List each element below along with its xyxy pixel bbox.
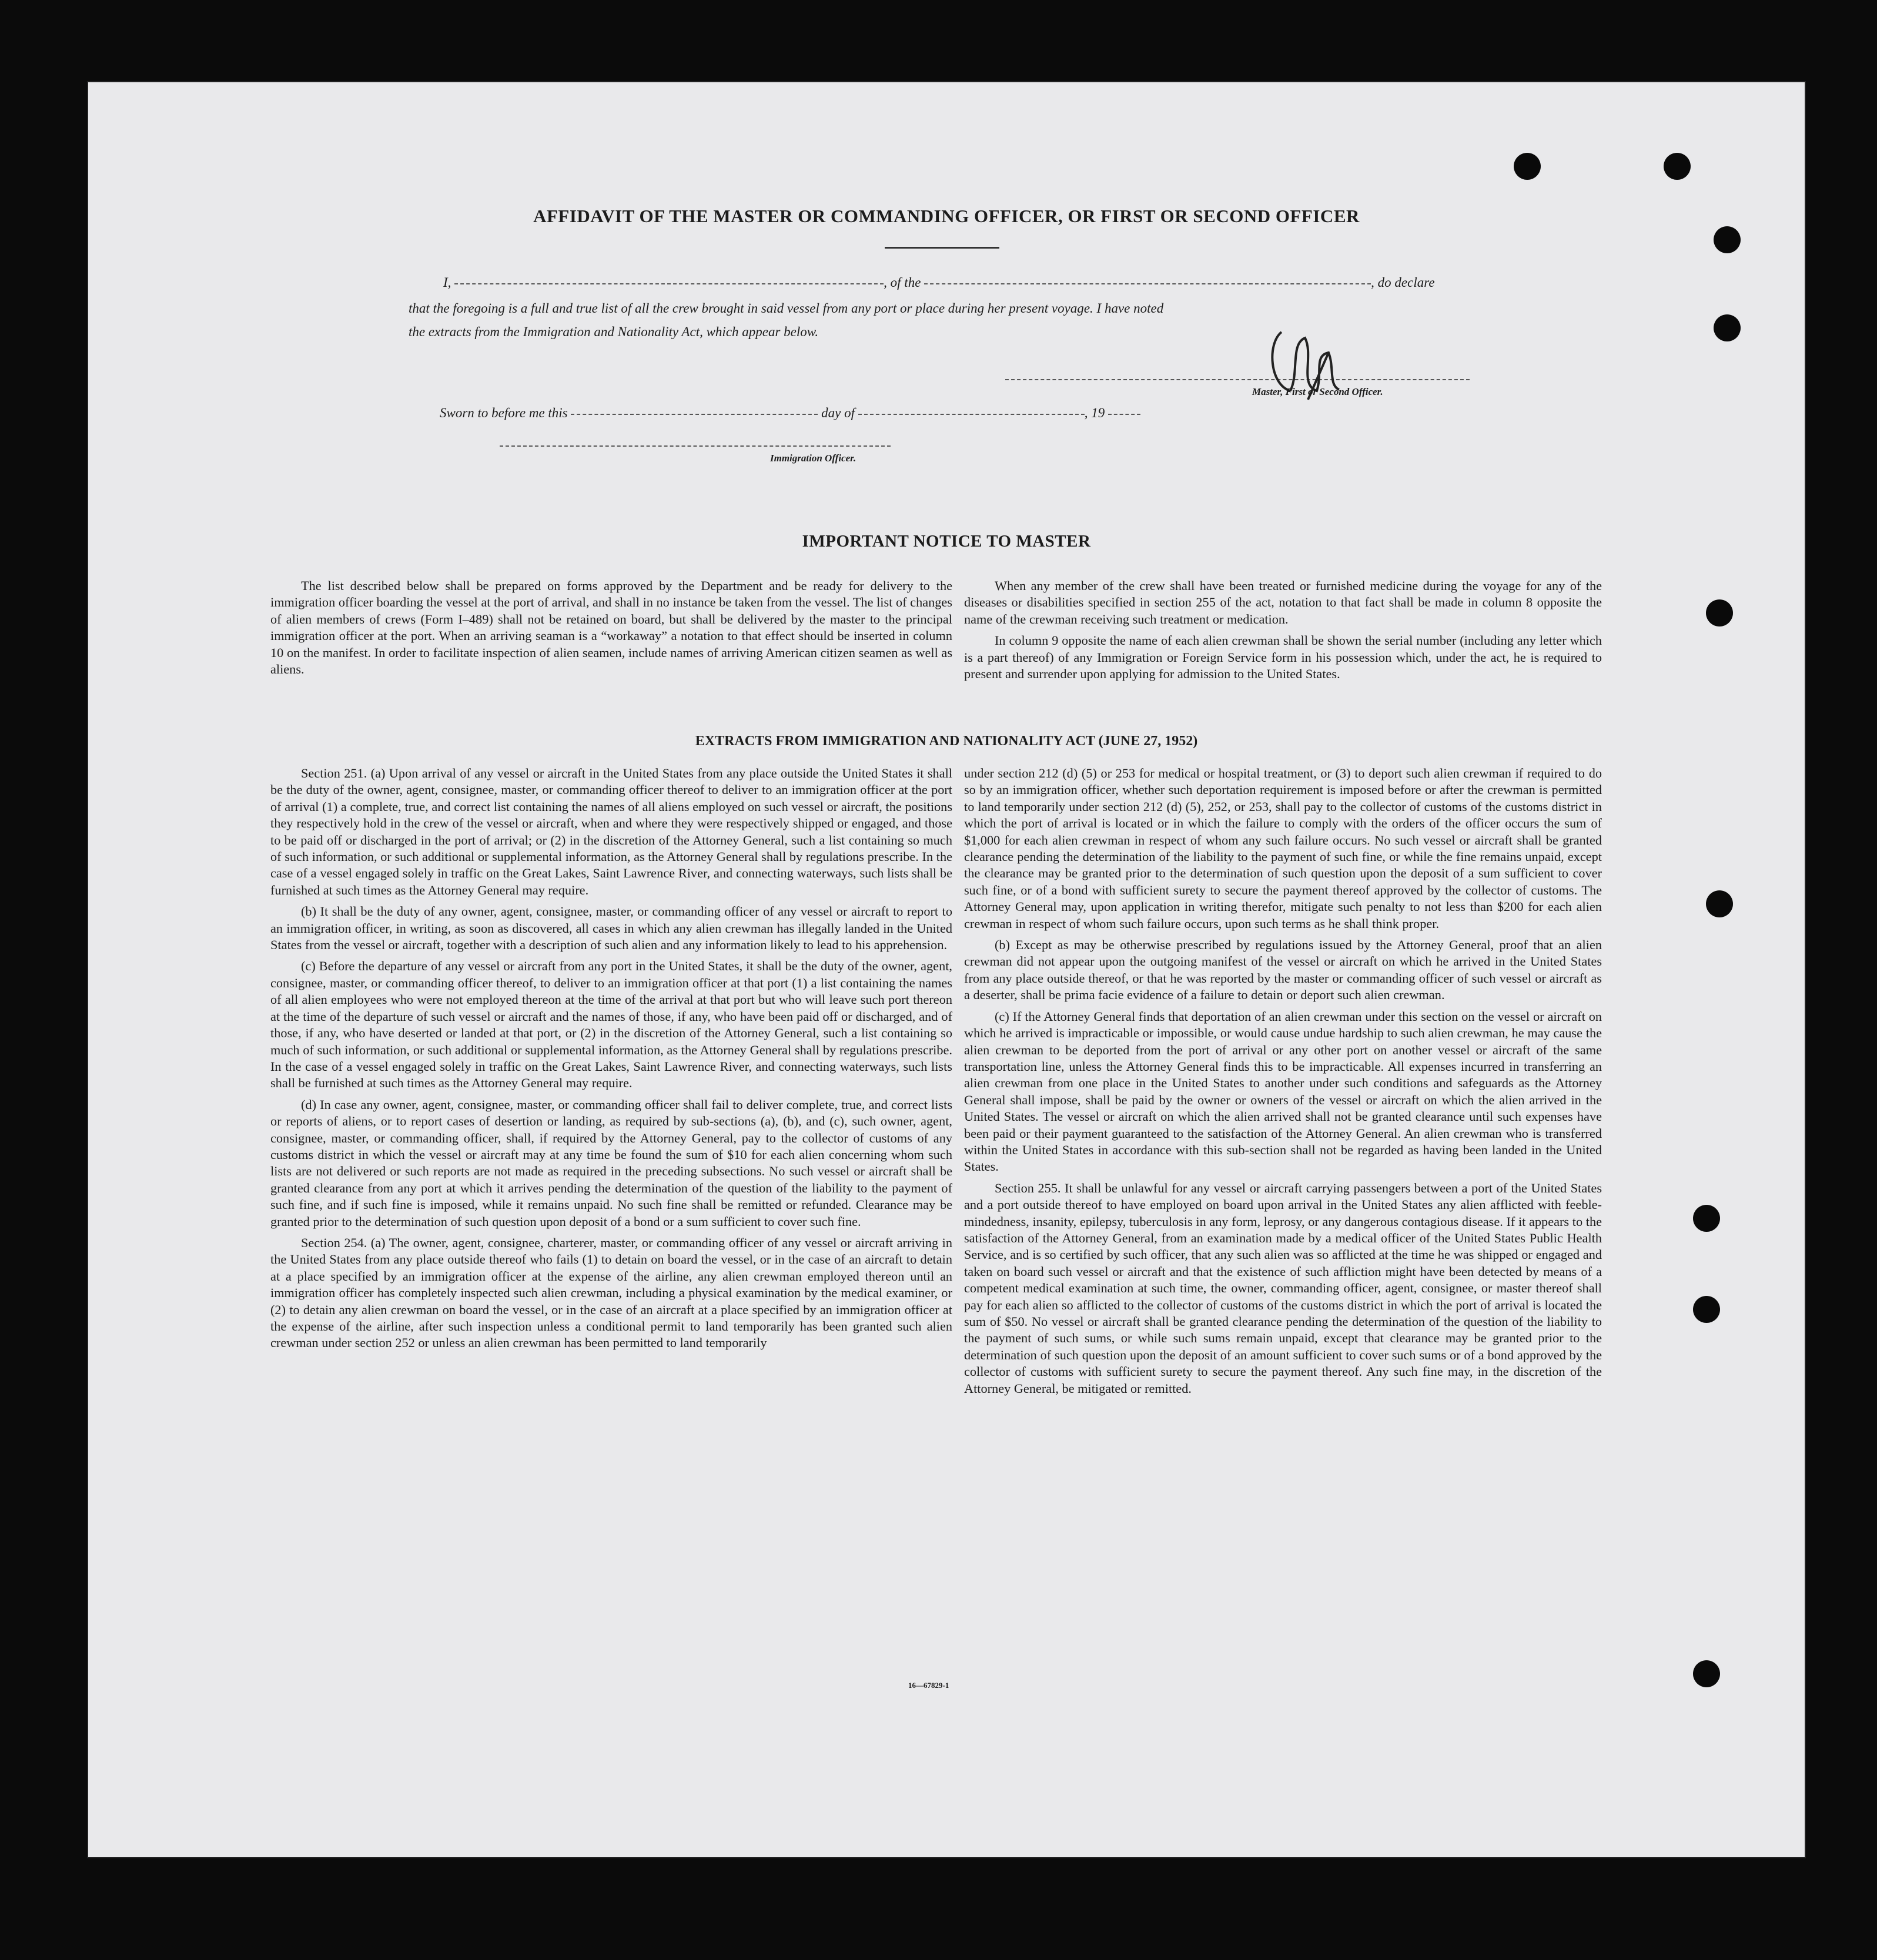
officer-label: Immigration Officer. — [770, 453, 856, 464]
signature-line — [1005, 379, 1470, 380]
extracts-right-column — [964, 765, 1602, 1402]
name-field-line — [454, 283, 884, 284]
day-of-label: day of — [821, 406, 855, 420]
of-the-label: , of the — [884, 275, 921, 290]
punch-hole — [1706, 599, 1733, 626]
punch-hole — [1693, 1296, 1720, 1323]
affidavit-line-2: that the foregoing is a full and true list of all the crew brought in said vessel from any port or place during her present voyage. I have noted — [409, 301, 1164, 316]
document-page — [88, 82, 1805, 1857]
sworn-label: Sworn to before me this — [440, 406, 568, 420]
notice-title: IMPORTANT NOTICE TO MASTER — [802, 532, 1091, 551]
punch-hole — [1706, 890, 1733, 917]
notice-right-column — [964, 578, 1602, 687]
do-declare-label: , do declare — [1371, 275, 1435, 290]
signature-label: Master, First or Second Officer. — [1252, 386, 1383, 397]
section-251-a: Section 251. (a) Upon arrival of any vessel or aircraft in the United States from any place outside the United States it shall be the duty of the owner, agent, consignee, master, or commanding officer thereof to deliver to an immigration officer at the port of arrival (1) a complete, true, and correct list containing the names of all aliens employed on such vessel or aircraft, the positions they respectively hold in the crew of the vessel or aircraft, when and where they were respectively shipped or engaged, and those to be paid off or discharged in the port of arrival; or (2) in the discretion of the Attorney General, such a list containing so much of such information, or such additional or supplemental information, as the Attorney General shall by regulations prescribe. In the case of a vessel engaged solely in traffic on the Great Lakes, Saint Lawrence River, and connecting waterways, such lists shall be furnished at such times as the Attorney General may require. — [270, 766, 952, 897]
notice-left-column — [270, 578, 952, 682]
punch-hole — [1693, 1205, 1720, 1232]
notice-right-paragraph-2: In column 9 opposite the name of each alien crewman shall be shown the serial number (including any letter which is a part thereof) of any Immigration or Foreign Service form in his possession which, under the act, he is required to present and surrender upon applying for admission to the United States. — [964, 633, 1602, 682]
section-254-c: (c) If the Attorney General finds that deportation of an alien crewman under this section on the vessel or aircraft on which he arrived is impracticable or impossible, or would cause undue hardship to such alien crewman, he may cause the alien crewman to be deported from the port of arrival or any other port on another vessel or aircraft of the same transportation line, unless the Attorney General finds this to be impracticable. All expenses incurred in transferring an alien crewman from one place in the United States to another under such conditions and safeguards as the Attorney General shall impose, shall be paid by the owner or owners of the vessel or aircraft on which the alien arrived in the United States. The vessel or aircraft on which the alien arrived shall not be granted clearance until such expenses have been paid or their payment guaranteed to the satisfaction of the Attorney General. An alien crewman who is transferred within the United States in accordance with this sub-section shall not be regarded as having been landed in the United States. — [964, 1009, 1602, 1174]
punch-hole — [1714, 314, 1741, 341]
sworn-day-line — [571, 414, 818, 415]
punch-hole — [1514, 153, 1541, 180]
officer-signature-line — [500, 445, 891, 447]
affidavit-line-3: the extracts from the Immigration and Nationality Act, which appear below. — [409, 324, 819, 339]
section-251-b: (b) It shall be the duty of any owner, agent, consignee, master, or commanding officer of any vessel or aircraft to report to an immigration officer, in writing, as soon as discovered, all cases in which any alien crewman has illegally landed in the United States from the vessel or aircraft, together with a description of such alien and any information likely to lead to his apprehension. — [270, 904, 952, 953]
extracts-title: EXTRACTS FROM IMMIGRATION AND NATIONALITY ACT (JUNE 27, 1952) — [695, 733, 1198, 749]
section-251-c: (c) Before the departure of any vessel or aircraft from any port in the United States, it shall be the duty of the owner, agent, consignee, master, or commanding officer thereof, to deliver to an immigration officer at that port (1) a list containing the names of all alien employees who were not employed thereon at the time of the arrival at that port but who will leave such port thereon at the time of the departure of such vessel or aircraft and the names of those, if any, who have been paid off or discharged, and of those, if any, who have deserted or landed at that port, or (2) in the discretion of the Attorney General, such a list containing so much of such information, or such additional or supplemental information, as the Attorney General shall by regulations prescribe. In the case of a vessel engaged solely in traffic on the Great Lakes, Saint Lawrence River, and connecting waterways, such lists shall be furnished at such times as the Attorney General may require. — [270, 959, 952, 1091]
sworn-line — [440, 406, 1140, 421]
section-254-a-continued: under section 212 (d) (5) or 253 for medical or hospital treatment, or (3) to deport such alien crewman if required to do so by an immigration officer, whether such deportation requirement is imposed before or after the crewman is permitted to land temporarily under section 212 (d) (5), 252, or 253, shall pay to the collector of customs of the customs district in which the port of arrival is located or in which the failure to comply with the orders of the officer occurs the sum of $1,000 for each alien crewman in respect of whom any such failure occurs. No such vessel or aircraft shall be granted clearance pending the determination of the liability to the payment of such fine, or while the fine remains unpaid, except the clearance may be granted prior to the determination of such question upon the deposit of a sum sufficient to cover such fine, or of a bond with sufficient surety to secure the payment thereof approved by the collector of customs. The Attorney General may, upon application in writing therefor, mitigate such penalty to not less than $200 for each alien crewman in respect of whom such failure occurs, upon such terms as he shall think proper. — [964, 766, 1602, 931]
punch-hole — [1693, 1660, 1720, 1687]
title-rule — [885, 247, 999, 249]
notice-right-paragraph-1: When any member of the crew shall have been treated or furnished medicine during the voyage for any of the diseases or disabilities specified in section 255 of the act, notation to that fact shall be made in column 8 opposite the name of the crewman receiving such treatment or medication. — [964, 578, 1602, 626]
affidavit-title: AFFIDAVIT OF THE MASTER OR COMMANDING OFFICER, OR FIRST OR SECOND OFFICER — [533, 206, 1360, 226]
section-254-b: (b) Except as may be otherwise prescribed by regulations issued by the Attorney General, proof that an alien crewman did not appear upon the outgoing manifest of the vessel or aircraft on which he arrived in the United States from any place outside thereof, or that he was reported by the master or commanding officer of such vessel or aircraft as a deserter, shall be prima facie evidence of a failure to detain or deport such alien crewman. — [964, 937, 1602, 1003]
section-251-d: (d) In case any owner, agent, consignee, master, or commanding officer shall fail to deliver complete, true, and correct lists or reports of aliens, or to report cases of desertion or landing, as required by sub-sections (a), (b), and (c), such owner, agent, consignee, master, or commanding officer, shall, if required by the Attorney General, pay to the collector of customs of any customs district in which the vessel or aircraft may at any time be found the sum of $10 for each alien concerning whom such lists are not delivered or such reports are not made as required in the preceding subsections. No such vessel or aircraft shall be granted clearance from any port at which it arrives pending the determination of the question of the liability to the payment of such fine, and if such fine is imposed, while it remains unpaid. No such fine shall be remitted or refunded. Clearance may be granted prior to the determination of such question upon deposit of a bond or a sum sufficient to cover such fine. — [270, 1097, 952, 1229]
punch-hole — [1664, 153, 1691, 180]
affidavit-i-label: I, — [443, 275, 451, 290]
section-254-a: Section 254. (a) The owner, agent, consignee, charterer, master, or commanding officer of any vessel or aircraft arriving in the United States from any place outside thereof who fails (1) to detain on board the vessel, or in the case of an aircraft to detain at a place specified by an immigration officer at the expense of the airline, any alien crewman employed thereon until an immigration officer has completely inspected such alien crewman, including a physical examination by the medical examiner, or (2) to detain any alien crewman on board the vessel, or in the case of an aircraft at a place specified by an immigration officer at the expense of the airline, after such inspection unless a conditional permit to land temporarily has been granted such alien crewman under section 252 or unless an alien crewman has been permitted to land temporarily — [270, 1235, 952, 1351]
form-number: 16—67829-1 — [908, 1681, 949, 1690]
sworn-year-line — [1108, 414, 1140, 415]
year-label: , 19 — [1084, 406, 1105, 420]
vessel-field-line — [924, 283, 1371, 284]
affidavit-line-1 — [443, 275, 1435, 290]
section-255: Section 255. It shall be unlawful for any vessel or aircraft carrying passengers between a port of the United States and a port outside thereof to have employed on board upon arrival in the United States any alien afflicted with feeble-mindedness, insanity, epilepsy, tuberculosis in any form, leprosy, or any dangerous contagious disease. If it appears to the satisfaction of the Attorney General, from an examination made by a medical officer of the United States Public Health Service, and is so certified by such officer, that any such alien was so afflicted at the time he was shipped or engaged and taken on board such vessel or aircraft and that the existence of such affliction might have been detected by means of a competent medical examination at such time, the owner, commanding officer, agent, consignee, or master thereof shall pay for each alien so afflicted to the collector of customs of the customs district in which the port of arrival is located the sum of $50. No vessel or aircraft shall be granted clearance pending the determination of the question of the liability to the payment of such sums, or while such sums remain unpaid, except that clearance may be granted prior to the determination of such question upon the deposit of an amount sufficient to cover such sums or of a bond approved by the collector of customs with sufficient surety to secure the payment thereof. Any such fine may, in the discretion of the Attorney General, be mitigated or remitted. — [964, 1180, 1602, 1396]
punch-hole — [1714, 226, 1741, 253]
sworn-month-line — [858, 414, 1085, 415]
extracts-left-column — [270, 765, 952, 1356]
notice-left-paragraph: The list described below shall be prepared on forms approved by the Department and be ready for delivery to the immigration officer boarding the vessel at the port of arrival, and shall in no instance be taken from the vessel. The list of changes of alien members of crews (Form I–489) shall not be retained on board, but shall be delivered by the master to the principal immigration officer at the port. When an arriving seaman is a “workaway” a notation to that effect should be inserted in column 10 on the manifest. In order to facilitate inspection of alien seamen, include names of arriving American citizen seamen as well as aliens. — [270, 578, 952, 677]
